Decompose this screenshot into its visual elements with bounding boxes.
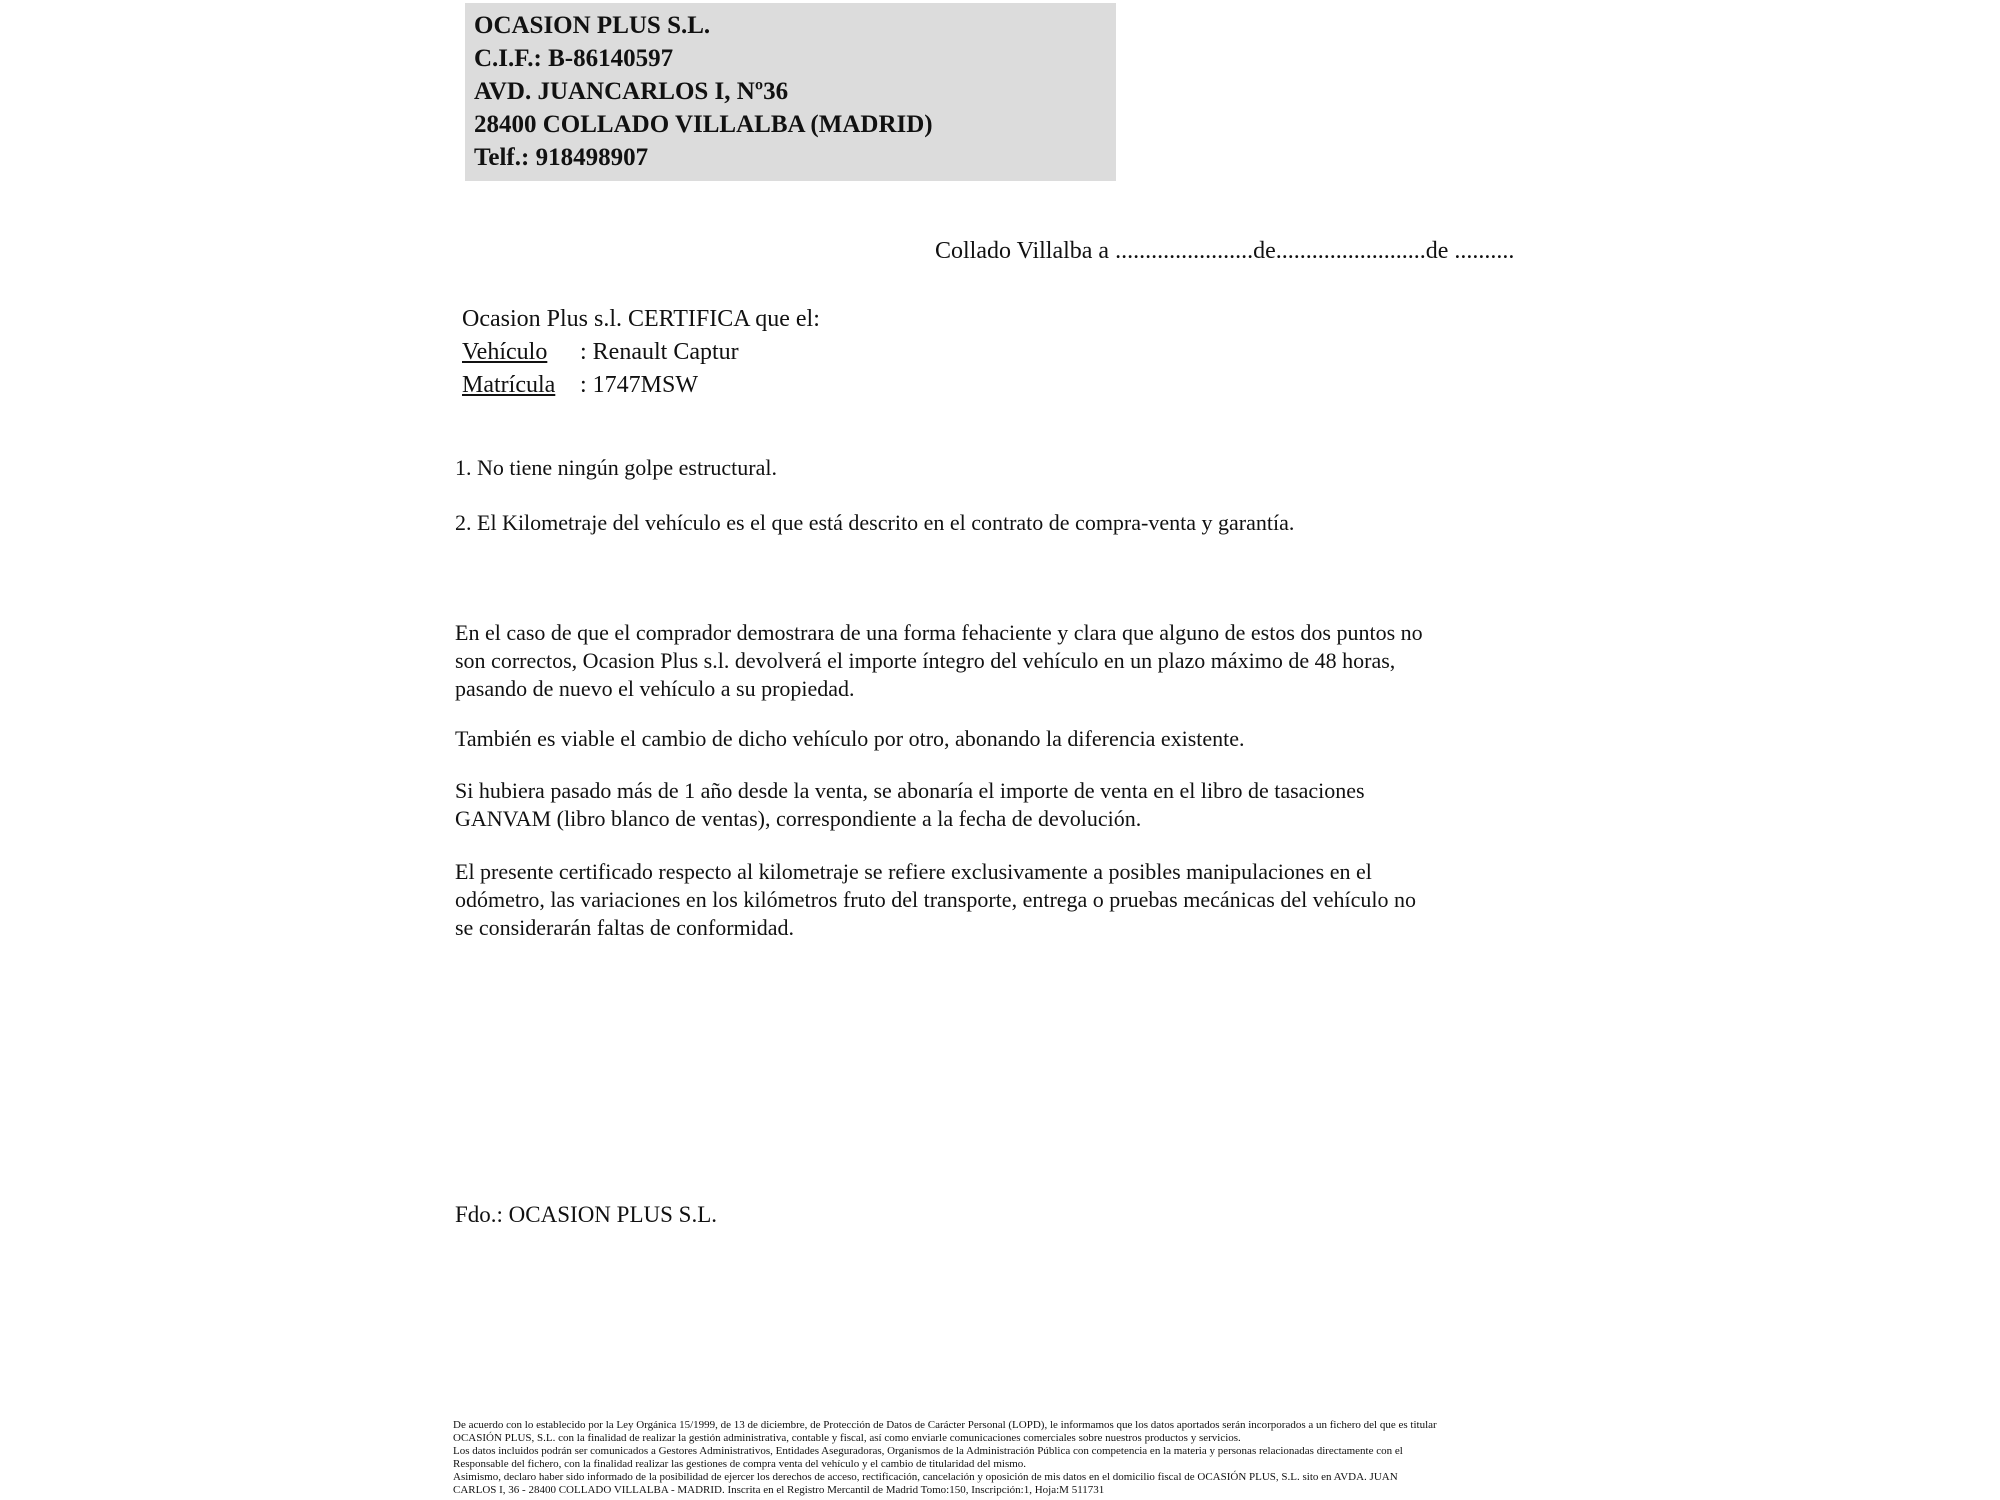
company-name: OCASION PLUS S.L. bbox=[474, 12, 711, 39]
plate-value: 1747MSW bbox=[592, 372, 699, 398]
plate-separator: : bbox=[580, 372, 587, 398]
paragraph-line: GANVAM (libro blanco de ventas), correspondiente a la fecha de devolución. bbox=[455, 806, 1142, 831]
plate-label: Matrícula bbox=[462, 372, 556, 398]
certificate-intro: Ocasion Plus s.l. CERTIFICA que el: bbox=[462, 306, 820, 332]
date-line: Collado Villalba a .......................de.........................de .......... bbox=[935, 238, 1515, 264]
legal-footer-line: Los datos incluidos podrán ser comunicados a Gestores Administrativos, Entidades Aseguradoras, Organismos de la Administración Pública con competencia en la materia y personas relacionadas directamente con el bbox=[453, 1445, 1403, 1457]
vehicle-label-wrap bbox=[462, 336, 580, 369]
paragraph-line: Si hubiera pasado más de 1 año desde la venta, se abonaría el importe de venta en el libro de tasaciones bbox=[455, 778, 1365, 803]
legal-footer-line: CARLOS I, 36 - 28400 COLLADO VILLALBA - MADRID. Inscrita en el Registro Mercantil de Madrid Tomo:150, Inscripción:1, Hoja:M 511731 bbox=[453, 1484, 1105, 1496]
paragraph-line: son correctos, Ocasion Plus s.l. devolverá el importe íntegro del vehículo en un plazo máximo de 48 horas, bbox=[455, 648, 1396, 673]
plate-label-wrap bbox=[462, 369, 580, 402]
paragraph-odometer bbox=[455, 858, 1416, 942]
vehicle-field bbox=[462, 336, 820, 369]
paragraph-exchange bbox=[455, 725, 1245, 753]
company-header-box bbox=[465, 3, 1116, 181]
legal-footer-line: Asimismo, declaro haber sido informado de la posibilidad de ejercer los derechos de acceso, rectificación, cancelación y oposición de mis datos en el domicilio fiscal de OCASIÓN PLUS, S.L. sito en AVDA. JUAN bbox=[453, 1471, 1398, 1483]
vehicle-value: Renault Captur bbox=[592, 339, 739, 365]
paragraph-line: se considerarán faltas de conformidad. bbox=[455, 915, 795, 940]
signature-line: Fdo.: OCASION PLUS S.L. bbox=[455, 1202, 717, 1227]
paragraph-line: El presente certificado respecto al kilometraje se refiere exclusivamente a posibles manipulaciones en el bbox=[455, 859, 1372, 884]
company-city: 28400 COLLADO VILLALBA (MADRID) bbox=[474, 111, 933, 138]
vehicle-separator: : bbox=[580, 339, 587, 365]
paragraph-refund bbox=[455, 619, 1423, 703]
numbered-item-1: 1. No tiene ningún golpe estructural. bbox=[455, 455, 777, 480]
numbered-item-2: 2. El Kilometraje del vehículo es el que está descrito en el contrato de compra-venta y garantía. bbox=[455, 510, 1295, 535]
paragraph-line: pasando de nuevo el vehículo a su propiedad. bbox=[455, 676, 855, 701]
legal-footer-line: Responsable del fichero, con la finalidad realizar las gestiones de compra venta del vehículo y el cambio de titularidad del mismo. bbox=[453, 1458, 1027, 1470]
vehicle-label: Vehículo bbox=[462, 339, 548, 365]
paragraph-line: También es viable el cambio de dicho vehículo por otro, abonando la diferencia existente. bbox=[455, 726, 1245, 751]
company-address: AVD. JUANCARLOS I, Nº36 bbox=[474, 78, 789, 105]
paragraph-ganvam bbox=[455, 777, 1365, 833]
plate-field bbox=[462, 369, 820, 402]
paragraph-line: En el caso de que el comprador demostrara de una forma fehaciente y clara que alguno de estos dos puntos no bbox=[455, 620, 1423, 645]
company-phone: Telf.: 918498907 bbox=[474, 144, 649, 171]
legal-footer-line: De acuerdo con lo establecido por la Ley Orgánica 15/1999, de 13 de diciembre, de Protección de Datos de Carácter Personal (LOPD), le informamos que los datos aportados serán incorporados a un fichero del que es titular bbox=[453, 1419, 1437, 1431]
paragraph-line: odómetro, las variaciones en los kilómetros fruto del transporte, entrega o pruebas mecánicas del vehículo no bbox=[455, 887, 1416, 912]
legal-footer bbox=[453, 1419, 1437, 1497]
company-cif: C.I.F.: B-86140597 bbox=[474, 45, 674, 72]
legal-footer-line: OCASIÓN PLUS, S.L. con la finalidad de realizar la gestión administrativa, contable y fiscal, así como enviarle comunicaciones comerciales sobre nuestros productos y servicios. bbox=[453, 1432, 1241, 1444]
certificate-block bbox=[462, 303, 820, 402]
